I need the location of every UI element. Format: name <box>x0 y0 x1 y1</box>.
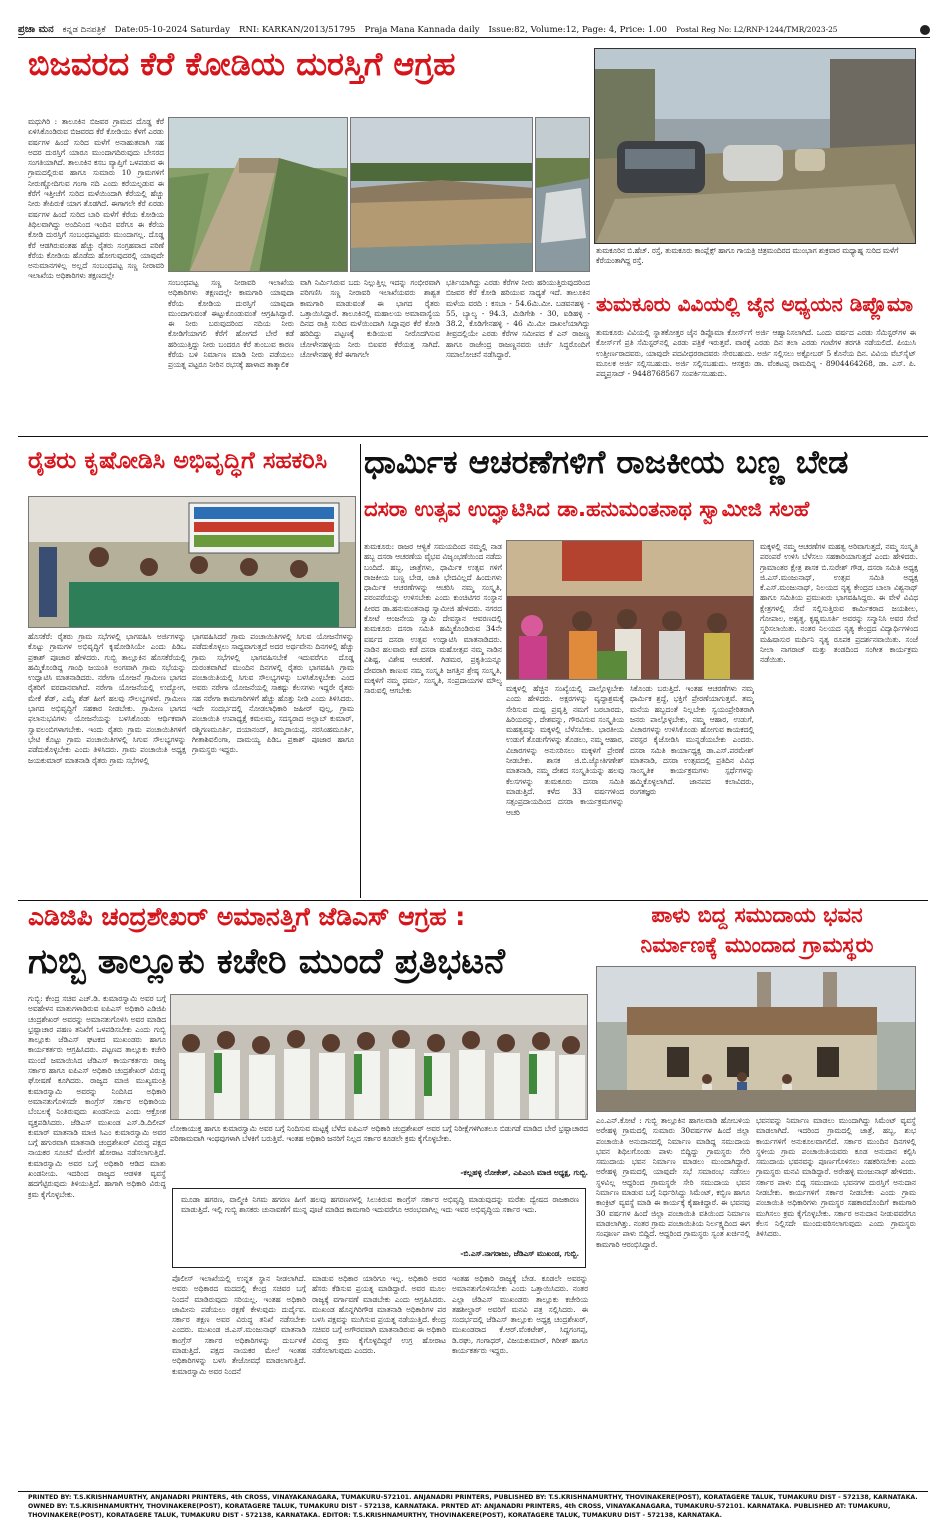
story5-body-col-b: ಮಾಡುವ ಅಧಿಕಾರ ಯಾರಿಗೂ ಇಲ್ಲ. ಅಧಿಕಾರಿ ಅವರ ಹೆಸರು ಕೆಡಿಸುವ ಪ್ರಯತ್ನ ಮಾಡಿದ್ದಾರೆ. ಅವರ ಮೂಲ ರಾಜ್ಯಕ್ಕೆ ವರ್ಗಾವಣೆ ಮಾಡಬೇಕು ಎಂದು ಆಗ್ರಹಿಸಿದರು. ಮುಖಂಡ ಹೊನ್ನಗಿರಿಗೌಡ ಮಾತನಾಡಿ ಅಧಿಕಾರಿಗಳ ಪರ ಬಳಸಿ ಪಕ್ಷವನ್ನು ಮುಗಿಸುವ ಪ್ರಯತ್ನ ನಡೆಯುತ್ತಿದೆ. ಕೇಂದ್ರ ಸಚಿವರ ಬಗ್ಗೆ ಅಗೌರವವಾಗಿ ಮಾತನಾಡಿರುವ ಈ ಅಧಿಕಾರಿ ವಿರುದ್ಧ ಕ್ರಮ ಕೈಗೊಳ್ಳದಿದ್ದರೆ ಉಗ್ರ ಹೋರಾಟ ನಡೆಸಲಾಗುವುದು ಎಂದರು. <box>312 1274 446 1356</box>
story6-headline1: ಪಾಳು ಬಿದ್ದ ಸಮುದಾಯ ಭವನ <box>651 904 863 927</box>
story1-body-mid2: ವಾಗಿ ನಿರ್ಮಿಸಿರುವ ಬದು ನಿಲ್ಲುತ್ತಿಲ್ಲ ಇದನ್ನು ಗಂಭೀರವಾಗಿ ಪರಿಗಣಿಸಿ ಸಣ್ಣ ನೀರಾವರಿ ಇಲಾಖೆಯವರು ಶಾಶ್ವತ ಕಾಮಗಾರಿ ಮಾಡುವಂತೆ ಈ ಭಾಗದ ರೈತರು ಒತ್ತಾಯಿಸಿದ್ದಾರೆ. ತಾಲೂಕಿನಲ್ಲಿ ಮಹಾಲಯ ಅಮಾವಾಸ್ಯೆಯ ದಿನದ ರಾತ್ರಿ ಸುರಿದ ಮಳೆಯಿಂದಾಗಿ ಸಿದ್ದಾಪುರ ಕೆರೆ ಕೋಡಿ ಹರಿದಿದ್ದು ಪಟ್ಟಣಕ್ಕೆ ಕುಡಿಯುವ ನೀರೊದಗಿಸುವ ಚೋಳೇನಹಳ್ಳಿಯ ನೀರು ಬಿಐವರ ಕೆರೆಯತ್ತ ಸಾಗಿದೆ. ಚೋಳೇನಹಳ್ಳಿ ಕೆರೆ ಈಗಾಗಲೇ <box>300 278 440 360</box>
story6-photo-community-hall <box>596 966 916 1112</box>
rni-number: RNI: KARKAN/2013/51795 <box>238 24 356 35</box>
globe-icon <box>920 25 930 35</box>
story5-photo-caption: ಲೋಕಾಯುಕ್ತ ಹಾಗೂ ಕುಮಾರಸ್ವಾಮಿ ಅವರ ಬಗ್ಗೆ ನಿಂದಿಸುವ ಮಟ್ಟಕ್ಕೆ ಬೆಳೆದ ಐಪಿಎಸ್ ಅಧಿಕಾರಿ ಚಂದ್ರಶೇಖರ್ ಅವರ ಬಗ್ಗೆ ನಿರೀಕ್ಷೆಗಳಿಗಿಂತಲೂ ಬಿಡುಗಡೆ ಮಾಡಿದ ಬೇರೆ ಭ್ರಷ್ಟಾಚಾರದ ಪರಿಣಾಮವಾಗಿ ಇಂಥವುಗಳಾಗಿ ಬೆಳಕಿಗೆ ಬರುತ್ತಿವೆ. ಇಂತಹ ಅಧಿಕಾರಿ ಜನರಿಗೆ ನಿಲ್ಲದ ಸರ್ಕಾರ ಕೂಡಲೇ ಕ್ರಮ ಕೈಗೊಳ್ಳಬೇಕು. <box>170 1124 588 1143</box>
divider-row2 <box>18 900 928 901</box>
story4-photo-dasara <box>506 540 754 680</box>
story5-body-col-a: ಪೊಲೀಸ್ ಇಲಾಖೆಯಲ್ಲಿ ಉನ್ನತ ಸ್ಥಾನ ನೀಡಲಾಗಿದೆ. ಅವರು ಅಧಿಕಾರದ ಮದದಲ್ಲಿ ಕೇಂದ್ರ ಸಚಿವರ ಬಗ್ಗೆ ನಿಂದನೆ ಮಾಡಿರುವುದು ಸರಿಯಲ್ಲ. ಇಂತಹ ಅಧಿಕಾರಿ ಜಾಮೀನು ಪಡೆಯಲು ರಕ್ಷಣೆ ಕೇಳುವುದು ದುರ್ದೈವ. ಸರ್ಕಾರ ತಕ್ಷಣ ಅವರ ವಿರುದ್ಧ ತನಿಖೆ ನಡೆಸಬೇಕು ಎಂದರು. ಮುಖಂಡ ಜಿ.ಎಸ್.ಮಂಜುನಾಥ್ ಮಾತನಾಡಿ ಕಾಂಗ್ರೆಸ್ ಸರ್ಕಾರ ಅಧಿಕಾರಿಗಳನ್ನು ದುರ್ಬಳಕೆ ಮಾಡುತ್ತಿದೆ. ಪಕ್ಷದ ನಾಯಕರ ಮೇಲೆ ಇಂತಹ ಅಧಿಕಾರಿಗಳನ್ನು ಬಳಸಿ ತೇಜೋವಧೆ ಮಾಡಲಾಗುತ್ತಿದೆ. ಕುಮಾರಸ್ವಾಮಿ ಅವರ ನಿಂದನೆ <box>172 1274 306 1376</box>
story6-body-col1: ಎಂ.ಎನ್.ಕೋಟೆ : ಗುಬ್ಬಿ ತಾಲ್ಲೂಕಿನ ಹಾಗಲವಾಡಿ ಹೋಬಳಿಯ ಅರೇಹಳ್ಳಿ ಗ್ರಾಮದಲ್ಲಿ ಸುಮಾರು 30ವರ್ಷಗಳ ಹಿಂದೆ ಜಿಲ್ಲಾ ಪಂಚಾಯಿತಿ ಅನುದಾನದಲ್ಲಿ ನಿರ್ಮಾಣ ಮಾಡಿದ್ದ ಸಮುದಾಯ ಭವನ ಶಿಥಿಲಗೊಂಡು ಪಾಳು ಬಿದ್ದಿದ್ದು ಗ್ರಾಮಸ್ಥರು ಸೇರಿ ಸಮುದಾಯ ಭವನ ನಿರ್ಮಾಣ ಮಾಡಲು ಮುಂದಾಗಿದ್ದಾರೆ. ಅರೇಹಳ್ಳಿ ಗ್ರಾಮದಲ್ಲಿ ಯಾವುದೇ ಸಭೆ ಸಮಾರಂಭ ನಡೆಸಲು ಸ್ಥಳವಿಲ್ಲ ಆದ್ದರಿಂದ ಗ್ರಾಮಸ್ಥರೇ ಸೇರಿ ಸಮುದಾಯ ಭವನ ನಿರ್ಮಾಣ ಮಾಡುವ ಬಗ್ಗೆ ನಿರ್ಧರಿಸಿದ್ದು ಸಿಮೆಂಟ್, ಕಬ್ಬಿಣ ಹಾಗೂ ಕಾಂಕ್ರಿಟ್ ವ್ಯವಸ್ಥೆ ಮಾಡಿ ಈ ಕಾರ್ಯಕ್ಕೆ ಕೈಹಾಕಿದ್ದಾರೆ. ಈ ಭವನವು 30 ವರ್ಷಗಳ ಹಿಂದೆ ಜಿಲ್ಲಾ ಪಂಚಾಯಿತಿ ವತಿಯಿಂದ ನಿರ್ಮಾಣ ಮಾಡಲಾಗಿತ್ತು. ನಂತರ ಗ್ರಾಮ ಪಂಚಾಯಿತಿಯ ನಿರ್ಲಕ್ಷ್ಯದಿಂದ ಈಗ ಸಂಪೂರ್ಣ ಪಾಳು ಬಿದ್ದಿದೆ. ಆದ್ದರಿಂದ ಗ್ರಾಮಸ್ಥರು ಸ್ವಂತ ಖರ್ಚಿನಲ್ಲಿ ಕಾಮಗಾರಿ ಆರಂಭಿಸಿದ್ದಾರೆ. <box>596 1116 750 1249</box>
story5-body-left: ಗುಬ್ಬಿ: ಕೇಂದ್ರ ಸಚಿವ ಎಚ್.ಡಿ. ಕುಮಾರಸ್ವಾಮಿ ಅವರ ಬಗ್ಗೆ ಅವಹೇಳನ ಮಾತುಗಳಾಡಿರುವ ಐಪಿಎಸ್ ಅಧಿಕಾರಿ ಎಡಿಜಿಪಿ ಚಂದ್ರಶೇಖರ್ ಅವರನ್ನು ಅಮಾನತುಗೊಳಿಸಿ ಅವರ ಮಾಡಿದ ಭ್ರಷ್ಟಾಚಾರ ಪಹಣ ತನಿಖೆಗೆ ಒಳಪಡಿಸಬೇಕು ಎಂದು ಗುಬ್ಬಿ ತಾಲ್ಲೂಕು ಜೆಡಿಎಸ್ ಘಟಕದ ಮುಖಂಡರು ಹಾಗೂ ಕಾರ್ಯಕರ್ತರು ಆಗ್ರಹಿಸಿದರು. ಪಟ್ಟಣದ ತಾಲ್ಲೂಕು ಕಚೇರಿ ಮುಂದೆ ಜಮಾಯಿಸಿದ ಜೆಡಿಎಸ್ ಕಾರ್ಯಕರ್ತರು ರಾಜ್ಯ ಸರ್ಕಾರ ಹಾಗೂ ಐಪಿಎಸ್ ಅಧಿಕಾರಿ ಚಂದ್ರಶೇಖರ್ ವಿರುದ್ಧ ಘೋಷಣೆ ಕೂಗಿದರು. ರಾಜ್ಯದ ಮಾಜಿ ಮುಖ್ಯಮಂತ್ರಿ ಕುಮಾರಸ್ವಾಮಿ ಅವರನ್ನು ನಿಂದಿಸಿದ ಅಧಿಕಾರಿ ಅಮಾನತುಗೊಳಿಸದೇ ಕಾಂಗ್ರೆಸ್ ಸರ್ಕಾರ ಅಧಿಕಾರಿಯ ಬೆಂಬಲಕ್ಕೆ ನಿಂತಿರುವುದು ಖಂಡನೀಯ ಎಂದು ಆಕ್ರೋಶ ವ್ಯಕ್ತಪಡಿಸಿದರು. ಜೆಡಿಎಸ್ ಮುಖಂಡ ಎಸ್.ಡಿ.ದಿಲೀಪ್ ಕುಮಾರ್ ಮಾತನಾಡಿ ಮಾಜಿ ಸಿಎಂ ಕುಮಾರಸ್ವಾಮಿ ಅವರ ಬಗ್ಗೆ ಹಗುರವಾಗಿ ಮಾತನಾಡಿ ಚಂದ್ರಶೇಖರ್ ವಿರುದ್ಧ ಪಕ್ಷದ ನಾಯಕರ ಸೂಚನೆ ಮೇರೆಗೆ ಹೋರಾಟ ನಡೆಸಲಾಗುತ್ತಿದೆ. ಕುಮಾರಸ್ವಾಮಿ ಅವರ ಬಗ್ಗೆ ಅಧಿಕಾರಿ ಆಡಿದ ಮಾತು ಖಂಡನೀಯ. ಇದರಿಂದ ರಾಜ್ಯದ ಆಡಳಿತ ವ್ಯವಸ್ಥೆ ಹದಗೆಟ್ಟಿರುವುದು ತಿಳಿಯುತ್ತಿದೆ. ಹಾಗಾಗಿ ಅಧಿಕಾರಿ ವಿರುದ್ಧ ಕ್ರಮ ಕೈಗೊಳ್ಳಬೇಕು. <box>28 994 166 1199</box>
masthead <box>18 22 930 38</box>
story5-quote-attribution: -ಬಿ.ಎಸ್.ನಾಗರಾಜು, ಜೆಡಿಎಸ್ ಮುಖಂಡ, ಗುಬ್ಬಿ. <box>460 1249 579 1258</box>
story1-photo-dam-wall <box>168 117 348 272</box>
story1-photo-river <box>350 117 533 272</box>
tagline: ಕನ್ನಡ ದಿನಪತ್ರಿಕೆ <box>62 24 106 35</box>
story2-headline: ತುಮಕೂರು ವಿವಿಯಲ್ಲಿ ಜೈನ ಅಧ್ಯಯನ ಡಿಪ್ಲೊಮಾ <box>596 294 914 316</box>
story3-headline: ರೈತರು ಕೃಷೋಡಿಸಿ ಅಭಿವೃದ್ಧಿಗೆ ಸಹಕರಿಸಿ <box>28 448 328 474</box>
paper-name-english: Praja Mana Kannada daily <box>364 24 480 35</box>
footer-line1: PRINTED BY: T.S.KRISHNAMURTHY, ANJANADRI PRINTERS, 4th CROSS, VINAYAKANAGARA, TUMAKURU-572101. ANJANADRI PRINTERS, PUBLISHED BY: T.S.KRISHNAMURTHY, THOVINAKERE(POST), KORATAGERE TALUK, TUMAKURU DIST - 572138, KARNATAKA. OWNED BY: T.S.KRISHNAMURTHY, THOVINAKERE(POST), KORATAGERE TALUK, TUMAKURU DIST - 572138, KARNATAKA. PRNTED AT: ANJANADRI PRINTERS, 4th CROSS, VINAYAKANAGARA, TUMAKURU-572101. KARNATAKA. PUBLISHED AT: TUMAKURU, THOVINAKERE(POST), KORATAGERE TALUK, TUMAKURU DIST - 572138, KARNATAKA. <box>28 1494 918 1519</box>
story6-headline2: ನಿರ್ಮಾಣಕ್ಕೆ ಮುಂದಾದ ಗ್ರಾಮಸ್ಥರು <box>640 934 874 957</box>
story1-body-left: ಮಧುಗಿರಿ : ತಾಲೂಕಿನ ಬಿಜವರ ಗ್ರಾಮದ ದೊಡ್ಡ ಕೆರೆ ಏಳಿಸಿಕೊಂಡಿರುವ ಬಿಜವರದ ಕೆರೆ ಕೋಡಿಯು ಕೆಳಗೆ ಎರಡು ವರ್ಷಗಳ ಹಿಂದೆ ಸುರಿದ ಮಳೆಗೆ ಅನಾಹುತವಾಗಿ ಸಹ ಅದರ ದುರಸ್ತಿಗೆ ಯಾರೂ ಮುಂದಾಗದಿರುವುದು ಬೇಸರದ ಸಂಗತಿಯಾಗಿದೆ. ತಾಲೂಕಿನ ಕಸಬ ವ್ಯಾಪ್ತಿಗೆ ಒಳಪಡುವ ಈ ಗ್ರಾಮದಲ್ಲಿರುವ ಹಾಗೂ ಸುಮಾರು 10 ಗ್ರಾಮಗಳಿಗೆ ನೀರುಣ್ಣೋದಿಗುವ ಗಂಗಾ ನದಿ ಎಂದು ಕರೆಯಲ್ಪಡುವ ಈ ಕೆರೆಗೆ ಇತ್ತೀಚೆಗೆ ಸುರಿದ ಮಳೆಯಿಂದಾಗಿ ಕೆರೆಯಲ್ಲಿ ಹೆಚ್ಚು ನೀರು ತೇಪಿರುಕೆ ಯಾಗ ತೊಡಗಿದೆ. ಈಗಾಗಲೇ ಕೆರೆ ಏರಡು ವರ್ಷಗಳ ಹಿಂದೆ ಸುರಿದ ಬಾರಿ ಮಳೆಗೆ ಕೆರೆಯ ಕೋಡಿಯ ತಿಥಿಲವಾಗಿದ್ದು ಅಂದಿನಿಂದ ಇಂದಿನ ವರೆಗೂ ಈ ಕೆರೆಯ ಕೋಡಿ ದುರಸ್ತಿಗೆ ಸಂಬಂಧಪಟ್ಟವರು ಮುಂದಾಗಲ್ಲ. ದೊಡ್ಡ ಕೆರೆ ಆಡಗಿರುವಂತಹ ಹೆಚ್ಚು ರೈತರು ಸಂಗ್ರಹವಾದ ಪರಿಣೆ ಕೆರೆಯ ಕೋಡಿಯ ಹೊಡೆದು ಹೋಗುವುದರಲ್ಲಿ ಯಾವುದೇ ಅನುಮಾನಗಳಿಲ್ಲ ಅಲ್ಲದೆ ಸಂಬಂಧಪಟ್ಟ ಸಣ್ಣ ನೀರಾವರಿ ಇಲಾಖೆಯ ಅಧಿಕಾರಿಗಳು ತಕ್ಷಣದಲ್ಲೇ <box>28 117 164 281</box>
story2-photo-flooded-road <box>594 48 916 244</box>
story1-body-right: ಭರ್ತಿಯಾಗಿದ್ದು ಎರಡು ಕೆರೆಗಳ ನೀರು ಹರಿಯುತ್ತಿರುವುದರಿಂದ ಬಿಜವರ ಕೆರೆ ಕೋಡಿ ಹರಿಯುವ ಸಾಧ್ಯತೆ ಇದೆ. ತಾಲೂಕಿನ ಮಳೆಯ ವರದಿ : ಕಸಬಾ - 54.6ಮಿ.ಮೀ. ಬಡವನಹಳ್ಳಿ - 55, ಬ್ಯಾಲ್ಯ - 94.3, ಮಿಡಿಗೇಶಿ - 30, ಐಡಿಹಳ್ಳಿ - 38.2, ಕೊಡಿಗೇನಹಳ್ಳಿ - 46 ಮಿ.ಮೀ ದಾಖಲೆಯಾಗಿದ್ದು ತೀವ್ರದಲ್ಲಿಯೇ ಎರಡು ಕೆರೆಗಳ ಸಮೀಪದ ಕೆ ಎನ್ ರಾಜಣ್ಣ ಹಾಗೂ ರಾಜೇಂದ್ರ ರಾಜಣ್ಣನವರು ಚರ್ಚೆ ಸಿದ್ಧರೊಂದಿಗೆ ಸಮಾಲೋಚನೆ ನಡೆಸಿದ್ದಾರೆ. <box>446 278 590 360</box>
story3-photo-gramasabha <box>28 496 356 628</box>
story5-photo-attribution: -ಕಲ್ಲಹಳ್ಳಿ ಲೋಕೇಶ್, ಎಪಿಎಂಸಿ ಮಾಜಿ ಅಧ್ಯಕ್ಷ, ಗುಬ್ಬಿ. <box>460 1168 588 1177</box>
postal-reg: Postal Reg No: L2/RNP-1244/TMR/2023-25 <box>675 25 838 34</box>
brand-name: ಪ್ರಜಾ ಮನ <box>18 24 54 35</box>
story5-quote-box <box>172 1188 586 1268</box>
story3-body-col2: ಭಾಗವಹಿಸಿದರೆ ಗ್ರಾಮ ಪಂಚಾಯಿತಿಗಳಲ್ಲಿ ಸಿಗುವ ಯೋಜನೆಗಳನ್ನು ಪಡೆದುಕೊಳ್ಳಲು ಸಾಧ್ಯವಾಗುತ್ತದೆ ಅದರ ಅರ್ಥವೇನು ದಿನಗಳಲ್ಲಿ ಹೆಚ್ಚು ಗ್ರಾಮ ಸಭೆಗಳಲ್ಲಿ ಭಾಗವಹಿಸಬೇಕೆ ಇದುವರೆಗೂ ದೊಡ್ಡ ದುರಂತವಾಗಿದೆ ಮುಂದಿನ ದಿನಗಳಲ್ಲಿ ರೈತರು ಭಾಗವಹಿಸಿ ಗ್ರಾಮ ಪಂಚಾಯಿತಿಯಲ್ಲಿ ಸಿಗುವ ಸೌಲಭ್ಯಗಳನ್ನು ಬಳಸಿಕೊಳ್ಳಬೇಕು ಎಂದ ಅವರು ನರೇಗಾ ಯೋಜನೆಯಲ್ಲಿ ಸಾಕಷ್ಟು ಕೆಲಸಗಳು ಇದ್ದರೇ ರೈತರು ಸಹ ನರೇಗಾ ಕಾಮಗಾರಿಗಳಿಗೆ ಹೆಚ್ಚು ಹೊತ್ತು ನೀಡಿ ಎಂದು ತಿಳಿಸಿದರು. ಇದೇ ಸಂದರ್ಭದಲ್ಲಿ ನೋಡಲಾಧಿಕಾರಿ ಜಹೀರ್ ವುಲ್ಲ, ಗ್ರಾಮ ಪಂಚಾಯಿತಿ ಉಪಾಧ್ಯಕ್ಷೆ ಕಮಲಮ್ಮ, ಸದಸ್ಯರಾದ ಅಲ್ಲಾಬ್ ಕುಮಾರ್, ರಶ್ಮಿಗಣಮೂರ್ತಿ, ದಯಾನಂದ್, ತಿಮ್ಮರಾಯಪ್ಪ, ನರಸಿಂಹಮೂರ್ತಿ, ಗೀತಾಶಿವಲಿಂಗಾ, ದಾಮಯ್ಯ ಪಿಡಿಒ ಪ್ರಕಾಶ್ ಪೂಜಾರ ಹಾಗೂ ಗ್ರಾಮಸ್ಥರು ಇದ್ದರು. <box>192 632 354 755</box>
story2-photo-caption: ತುಮಕೂರಿನ ಬಿ.ಹೆಚ್. ರಸ್ತೆ, ತುಮಕೂರು ಕಾಂಪ್ಲೆಕ್ಸ್ ಹಾಗೂ ಗಾಯತ್ರಿ ಚಿತ್ರಮಂದಿರದ ಮುಂಭಾಗ ಶುಕ್ರವಾರ ಮಧ್ಯಾಹ್ನ ಸುರಿದ ಮಳೆಗೆ ಕೆರೆಯಂತಾಗಿದ್ದ ರಸ್ತೆ. <box>596 246 899 265</box>
story4-body-col2: ಮಕ್ಕಳಲ್ಲಿ ಹೆಚ್ಚಿನ ಸಂಖ್ಯೆಯಲ್ಲಿ ಪಾಲ್ಗೊಳ್ಳಬೇಕು ಎಂದು ಹೇಳಿದರು. ಅಕ್ಷರಗಳನ್ನು ವೃದ್ಧಾಶ್ರಮಕ್ಕೆ ಸೇರಿಸುವ ದುಷ್ಟ ಪ್ರವೃತ್ತಿ ನಮಗೆ ಬರಬಾರದು, ಹಿರಿಯರನ್ನು, ದೇಶವನ್ನು, ಗೌರವಿಸುವ ಸಂಸ್ಕೃತಿಯ ಮಹತ್ವವನ್ನು ಮಕ್ಕಳಲ್ಲಿ ಬೆಳೆಸಬೇಕು. ಭಾರತೀಯ ಉಡುಗೆ ತೊಡುಗೆಗಳನ್ನು ತೊಡಲು, ನಮ್ಮ ಆಹಾರ, ವಿಚಾರಗಳನ್ನು ಅನುಸರಿಸಲು ಮಕ್ಕಳಿಗೆ ಪ್ರೇರಣೆ ನೀಡಬೇಕು. ಶಾಸಕ ಜಿ.ಬಿ.ಜ್ಯೋತಿಗಣೇಶ್ ಮಾತನಾಡಿ, ನಮ್ಮ ದೇಶದ ಸಂಸ್ಕೃತಿಯನ್ನು ಹಲವು ಕೆಲಸಗಳನ್ನು ತುಮಕೂರು ದಸರಾ ಸಮಿತಿ ಮಾಡುತ್ತಿದೆ. ಕಳೆದ 33 ವರ್ಷಗಳಿಂದ ಸತ್ಸಂಪ್ರದಾಯದಿಂದ ದಸರಾ ಕಾರ್ಯಕ್ರಮಗಳನ್ನು ಆಚರಿ <box>506 684 624 817</box>
divider-vertical-row2 <box>360 444 361 898</box>
story4-subheadline: ದಸರಾ ಉತ್ಸವ ಉದ್ಘಾಟಿಸಿದ ಡಾ.ಹನುಮಂತನಾಥ ಸ್ವಾಮೀಜಿ ಸಲಹೆ <box>364 498 810 521</box>
story5-body-col-c: ಇಂತಹ ಅಧಿಕಾರಿ ರಾಜ್ಯಕ್ಕೆ ಬೇಡ. ಕೂಡಲೇ ಅವರನ್ನು ಅಮಾನತುಗೊಳಿಸಬೇಕು ಎಂದು ಒತ್ತಾಯಿಸಿದರು. ನಂತರ ಎಲ್ಲಾ ಜೆಡಿಎಸ್ ಮುಖಂಡರು ತಾಲ್ಲೂಕು ಕಚೇರಿಯ ತಹಶೀಲ್ದಾರ್ ಅವರಿಗೆ ಮನವಿ ಪತ್ರ ಸಲ್ಲಿಸಿದರು. ಈ ಸಂದರ್ಭದಲ್ಲಿ ಜೆಡಿಎಸ್ ತಾಲ್ಲೂಕು ಅಧ್ಯಕ್ಷ ಚಂದ್ರಶೇಖರ್, ಮುಖಂಡರಾದ ಕೆ.ಆರ್.ವೆಂಕಟೇಶ್, ಸಿದ್ದಗಂಗಪ್ಪ, ಡಿ.ರಘು, ಗಂಗಾಧರ್, ವಿಜಯಕುಮಾರ್, ಗಿರೀಶ್ ಹಾಗೂ ಕಾರ್ಯಕರ್ತರು ಇದ್ದರು. <box>452 1274 588 1356</box>
issue-date: Date:05-10-2024 Saturday <box>114 24 230 35</box>
story6-body-col2: ಭವನವನ್ನು ನಿರ್ಮಾಣ ಮಾಡಲು ಮುಂದಾಗಿದ್ದು ಸಿಮೆಂಟ್ ವ್ಯವಸ್ಥೆ ಮಾಡಲಾಗಿದೆ. ಇದರಿಂದ ಗ್ರಾಮದಲ್ಲಿ ಜಾತ್ರೆ, ಹಬ್ಬ, ಶುಭ ಕಾರ್ಯಗಳಿಗೆ ಅನುಕೂಲವಾಗಲಿದೆ. ಸರ್ಕಾರ ಮುಂದಿನ ದಿನಗಳಲ್ಲಿ ಸ್ಥಳೀಯ ಗ್ರಾಮ ಪಂಚಾಯಿತಿಯವರು ಕೂಡ ಅನುದಾನ ಕಲ್ಪಿಸಿ ಸಮುದಾಯ ಭವನವನ್ನು ಪೂರ್ಣಗೊಳಿಸಲು ಸಹಕರಿಸಬೇಕು ಎಂದು ಗ್ರಾಮಸ್ಥರು ಮನವಿ ಮಾಡಿದ್ದಾರೆ. ಅರೇಹಳ್ಳಿ ಮಂಜುನಾಥ್ ಹೇಳಿದರು. ಸರ್ಕಾರ ಪಾಳು ಬಿದ್ದ ಸಮುದಾಯ ಭವನಗಳ ದುರಸ್ತಿಗೆ ಅನುದಾನ ನೀಡಬೇಕು. ಕಾರ್ಯಗಳಿಗೆ ಸರ್ಕಾರ ನೀಡಬೇಕು ಎಂದು ಗ್ರಾಮ ಪಂಚಾಯಿತಿ ಅಧಿಕಾರಿಗಳು ಗ್ರಾಮಸ್ಥರ ಸಹಕಾರದೊಂದಿಗೆ ಕಾಮಗಾರಿ ಮುಗಿಸಲು ಕ್ರಮ ಕೈಗೊಳ್ಳಬೇಕು. ಸರ್ಕಾರ ಅನುದಾನ ನೀಡುವವರೆಗೂ ಕೆಲಸ ನಿಲ್ಲಿಸದೇ ಮುಂದುವರಿಸಲಾಗುವುದು ಎಂದು ಗ್ರಾಮಸ್ಥರು ತಿಳಿಸಿದರು. <box>756 1116 916 1239</box>
story5-quote-text: ಮೂಡಾ ಹಗರಣ, ವಾಲ್ಮೀಕಿ ನಿಗಮ ಹಗರಣ ಹೀಗೆ ಹಲವು ಹಗರಣಗಳಲ್ಲಿ ಸಿಲುಕಿರುವ ಕಾಂಗ್ರೆಸ್ ಸರ್ಕಾರ ಅಭಿವೃದ್ಧಿ ಮಾಡುವುದನ್ನು ಮರೆತು ದ್ವೇಷದ ರಾಜಕಾರಣ ಮಾಡುತ್ತಿದೆ. ಇಲ್ಲಿ ಗುಬ್ಬಿ ಶಾಸಕರು ಚುನಾವಣೆಗೆ ಮುನ್ನ ಪೂಜೆ ಮಾಡಿದ ಕಾಮಗಾರಿ ಇದುವರೆಗೂ ಆರಂಭವಾಗಿಲ್ಲ ಇದು ಇವರ ಅಭಿವೃದ್ಧಿಯ ಸರ್ಕಾರ ಇದು. <box>181 1195 579 1215</box>
story4-body-col1: ತುಮಕೂರು: ರಾಜರ ಆಳ್ವಿಕೆ ಸಮಯದಿಂದ ನಮ್ಮಲ್ಲಿ ನಾಡ ಹಬ್ಬ ದಸರಾ ಆಚರಣೆಯ ವೈಭವ ವಿಜೃಂಭಣೆಯಿಂದ ನಡೆದು ಬಂದಿದೆ. ಹಬ್ಬ, ಜಾತ್ರೆಗಳು, ಧಾರ್ಮಿಕ ಉತ್ಸವ ಗಳಿಗೆ ರಾಜಕೀಯ ಬಣ್ಣ ಬೇಡ, ಜಾತಿ ಭೇದವಿಲ್ಲದೆ ಹಿಂದುಗಳು ಧಾರ್ಮಿಕ ಆಚರಣೆಗಳನ್ನು ಆಚರಿಸಿ ನಮ್ಮ ಸಂಸ್ಕೃತಿ, ಪರಂಪರೆಯನ್ನು ಉಳಿಸಬೇಕು ಎಂದು ಕುಂಚಿಟಿಗರ ಸಂಸ್ಥಾನ ಪೀಠದ ಡಾ.ಹನುಮಂತನಾಥ ಸ್ವಾಮೀಜಿ ಹೇಳಿದರು. ನಗರದ ಕೋಟೆ ಆಂಜನೇಯ ಸ್ವಾಮಿ ದೇವಸ್ಥಾನ ಆವರಣದಲ್ಲಿ ತುಮಕೂರು ದಸರಾ ಸಮಿತಿ ಹಮ್ಮಿಕೊಂಡಿರುವ 34ನೇ ವರ್ಷದ ದಸರಾ ಉತ್ಸವ ಉದ್ಘಾಟಿಸಿ ಮಾತನಾಡಿದರು. ನಾಡಿನ ಹಲವಾರು ಕಡೆ ದಸರಾ ಮಹೋತ್ಸವ ನಮ್ಮ ನಾಡಿನ ವಿಶಿಷ್ಟ, ವಿಶೇಷ ಆಚರಣೆ. ಗಿಡಮರ, ಪ್ರಕೃತಿಯನ್ನೂ ದೇವರಾಗಿ ಕಾಣುವ ನಮ್ಮ ಸಂಸ್ಕೃತಿ ಜಗತ್ತಿನ ಶ್ರೇಷ್ಠ ಸಂಸ್ಕೃತಿ, ಮಕ್ಕಳಿಗೆ ನಮ್ಮ ಧರ್ಮ, ಸಂಸ್ಕೃತಿ, ಸಂಪ್ರದಾಯಗಳ ಮೌಲ್ಯ ಸಾರುವಲ್ಲಿ ಆಗಬೇಕು <box>364 542 502 696</box>
story4-body-col4: ಮಕ್ಕಳಲ್ಲಿ ನಮ್ಮ ಆಚರಣೆಗಳ ಮಹತ್ವ ಅರಿವಾಗುತ್ತದೆ, ನಮ್ಮ ಸಂಸ್ಕೃತಿ ಪರಂಪರೆ ಉಳಿಸಿ ಬೆಳೆಸಲು ಸಹಕಾರಿಯಾಗುತ್ತದೆ ಎಂದು ಹೇಳಿದರು. ಗ್ರಾಮಾಂತರ ಕ್ಷೇತ್ರ ಶಾಸಕ ಬಿ.ಸುರೇಶ್ ಗೌಡ, ದಸರಾ ಸಮಿತಿ ಅಧ್ಯಕ್ಷ ಜಿ.ಎಸ್.ಮಂಜುನಾಥ್, ಉತ್ಸವ ಸಮಿತಿ ಅಧ್ಯಕ್ಷ ಕೆ.ಎಸ್.ಮಂಜುನಾಥ್, ನಿಲಯದ ನೃತ್ಯ ಕೇಂದ್ರದ ಬಾಲಾ ವಿಶ್ವನಾಥ್ ಹಾಗೂ ಸಮಿತಿಯ ಪ್ರಮುಖರು ಭಾಗವಹಿಸಿದ್ದರು. ಈ ವೇಳೆ ವಿವಿಧ ಕ್ಷೇತ್ರಗಳಲ್ಲಿ ಸೇವೆ ಸಲ್ಲಿಸುತ್ತಿರುವ ಕಾರ್ಮಿಕರಾದ ಜಯಶೀಲ, ಗೋಪಾಲ, ಅಶ್ವತ್ಥ, ಕೃಷ್ಣಮೂರ್ತಿ ಅವರನ್ನು ಸನ್ಮಾನಿಸಿ ಅವರ ಸೇವೆ ಸ್ಮರಿಸಲಾಯಿತು. ನಂತರ ನಿಲಯದ ನೃತ್ಯ ಕೇಂದ್ರದ ವಿದ್ಯಾರ್ಥಿಗಳಿಂದ ಮಹಿಷಾಸುರ ಮರ್ದಿನಿ ನೃತ್ಯ ರೂಪಕ ಪ್ರದರ್ಶನವಾಯಿತು. ಸಂಜೆ ನೀಲಾ ನಾಗರಾಜ್ ಮತ್ತು ತಂಡದಿಂದ ಸಂಗೀತ ಕಾರ್ಯಕ್ರಮ ನಡೆಯಿತು. <box>760 542 918 665</box>
issue-info: Issue:82, Volume:12, Page: 4, Price: 1.00 <box>488 24 667 35</box>
story4-headline: ಧಾರ್ಮಿಕ ಆಚರಣೆಗಳಿಗೆ ರಾಜಕೀಯ ಬಣ್ಣ ಬೇಡ <box>364 446 849 481</box>
divider-row1 <box>18 436 928 437</box>
story3-body-col1: ಹೊಸಕೆರೆ: ರೈತರು ಗ್ರಾಮ ಸಭೆಗಳಲ್ಲಿ ಭಾಗವಹಿಸಿ ಅರ್ಜಿಗಳನ್ನು ಕೊಟ್ಟು ಗ್ರಾಮಗಳ ಅಭಿವೃದ್ಧಿಗೆ ಕೃಷೋಡಿಸಿಯೇ ಎಂದು ಪಿಡಿಒ ಪ್ರಕಾಶ್ ಪೂಜಾರ ಹೇಳಿದರು. ಗುಬ್ಬಿ ತಾಲ್ಲೂಕಿನ ಹೊಸಕೆರೆಯಲ್ಲಿ ಹಮ್ಮಿಕೊಂಡಿದ್ದ ಗಾಂಧಿ ಜಯಂತಿ ಅಂಗವಾಗಿ ಗ್ರಾಮ ಸಭೆಯನ್ನು ಉದ್ಘಾಟಿಸಿ ಮಾತನಾಡಿದರು. ನರೇಗಾ ಯೋಜನೆ ಗ್ರಾಮೀಣ ಭಾಗದ ರೈತರಿಗೆ ವರದಾನವಾಗಿದೆ. ನರೇಗಾ ಯೋಜನೆಯಲ್ಲಿ ಉದ್ಯೋಗ, ಮೇಕೆ ಶೆಡ್, ಎಮ್ಮೆ ಶೆಡ್ ಹೀಗೆ ಹಲವು ಸೌಲಭ್ಯಗಳಿವೆ. ಗ್ರಾಮೀಣ ಭಾಗದ ಅಭಿವೃದ್ಧಿಗೆ ಸಹಕಾರ ನೀಡಬೇಕು. ಗ್ರಾಮೀಣ ಭಾಗದ ಫಲಾನುಭವಿಗಳು ಯೋಜನೆಯನ್ನು ಬಳಸಿಕೊಂಡು ಆರ್ಥಿಕವಾಗಿ ಸ್ವಾವಲಂಬಿಗಳಾಗಬೇಕು. ಇಂದು ರೈತರು ಗ್ರಾಮ ಪಂಚಾಯಿತಿಗಳಿಗೆ ಭೇಟಿ ಕೊಟ್ಟು ಗ್ರಾಮ ಪಂಚಾಯಿತಿಗಳಲ್ಲಿ ಸಿಗುವ ಸೌಲಭ್ಯಗಳನ್ನು ಪಡೆದುಕೊಳ್ಳಬೇಕು ಎಂದು ತಿಳಿಸಿದರು. ಗ್ರಾಮ ಪಂಚಾಯಿತಿ ಅಧ್ಯಕ್ಷ ಜಯಕುಮಾರ್ ಮಾತನಾಡಿ ರೈತರು ಗ್ರಾಮ ಸಭೆಗಳಲ್ಲಿ <box>28 632 186 765</box>
story4-body-col3: ಸಿಕೊಂಡು ಬರುತ್ತಿದೆ. ಇಂತಹ ಆಚರಣೆಗಳು ನಮ್ಮ ಧಾರ್ಮಿಕ ಶ್ರದ್ಧೆ, ಭಕ್ತಿಗೆ ಪ್ರೇರಣೆಯಾಗುತ್ತವೆ. ತಮ್ಮ ಮನೆಯ ಹಬ್ಬದಂತೆ ನಿಲ್ಲಬೇಕು ಸ್ವಯಂಪ್ರೇರಿತರಾಗಿ ಜನರು ಪಾಲ್ಗೊಳ್ಳಬೇಕು, ನಮ್ಮ ಆಹಾರ, ಉಡುಗೆ, ವಿಚಾರಗಳನ್ನು ಉಳಿಸಿಕೊಂಡು ಹೋಗುವ ಕಾಯಕದಲ್ಲಿ ಪರಸ್ಪರ ಕೈಜೋಡಿಸಿ ಮುನ್ನಡೆಯಬೇಕು ಎಂದರು. ದಸರಾ ಸಮಿತಿ ಕಾರ್ಯಾಧ್ಯಕ್ಷ ಡಾ.ಎಸ್.ಪರಮೇಶ್ ಮಾತನಾಡಿ, ದಸರಾ ಉತ್ಸವದಲ್ಲಿ ಪ್ರತಿದಿನ ವಿವಿಧ ಸಾಂಸ್ಕೃತಿಕ ಕಾರ್ಯಕ್ರಮಗಳು ಸ್ಪರ್ಧೆಗಳನ್ನು ಹಮ್ಮಿಕೊಳ್ಳಲಾಗಿದೆ. ಜಾನಪದ ಕಲಾವಿದರು, ರಂಗತಜ್ಞರು <box>630 684 754 796</box>
story2-body: ತುಮಕೂರು ವಿವಿಯಲ್ಲಿ ಸ್ನಾತಕೋತ್ತರ ಜೈನ ಡಿಪ್ಲೊಮಾ ಕೋರ್ಸ್‌ಗೆ ಅರ್ಜಿ ಆಹ್ವಾನಿಸಲಾಗಿದೆ. ಒಂದು ವರ್ಷದ ಎರಡು ಸೆಮಿಸ್ಟರ್‌ಗಳ ಈ ಕೋರ್ಸ್‌ಗೆ ಪ್ರತಿ ಸೆಮಿಸ್ಟರ್‌ನಲ್ಲಿ ಎರಡು ಪತ್ರಿಕೆ ಇರುತ್ತವೆ. ವಾರಕ್ಕೆ ಎರಡು ದಿನ ತಲಾ ಎರಡು ಗಂಟೆಗಳ ತರಗತಿ ನಡೆಯಲಿದೆ. ಪಿಯುಸಿ ಉತ್ತೀರ್ಣರಾದವರು, ಯಾವುದೇ ಪದವೀಧರರಾದವರು ಸೇರಬಹುದು. ಅರ್ಜಿ ಸಲ್ಲಿಸಲು ಅಕ್ಟೋಬರ್ 5 ಕೊನೆಯ ದಿನ. ವಿವಿಯ ವೆಬ್‌ಸೈಟ್ ಮೂಲಕ ಅರ್ಜಿ ಸಲ್ಲಿಸಬಹುದು. ಅರ್ಜಿ ಸಲ್ಲಿಸಬಹುದು. ಆಸಕ್ತರು ಡಾ. ವೆಂಕಟಪ್ಪ ರಾಮದಿನ್ನ - 8904464268, ಡಾ. ಎಸ್. ಪಿ. ಪದ್ಮಪ್ರಸಾದ್ - 9448768567 ಸಂಪರ್ಕಿಸಬಹುದು. <box>596 328 916 379</box>
footer-divider <box>18 1491 928 1492</box>
footer-line2: EDITOR: T.S.KRISHNAMURTHY, THOVINAKERE(POST), KORATAGERE TALUK, TUMAKURU DIST - 572138, KARNATAKA. <box>322 1511 722 1519</box>
story5-headline1: ಎಡಿಜಿಪಿ ಚಂದ್ರಶೇಖರ್ ಅಮಾನತ್ತಿಗೆ ಜೆಡಿಎಸ್ ಆಗ್ರಹ : <box>28 904 466 931</box>
story5-photo-protest <box>170 994 588 1120</box>
story5-headline2: ಗುಬ್ಬಿ ತಾಲ್ಲೂಕು ಕಚೇರಿ ಮುಂದೆ ಪ್ರತಿಭಟನೆ <box>28 944 505 982</box>
footer-imprint <box>28 1494 918 1522</box>
story1-body-mid: ಸಂಬಂಧಪಟ್ಟ ಸಣ್ಣ ನೀರಾವರಿ ಇಲಾಖೆಯ ಅಧಿಕಾರಿಗಳು ತಕ್ಷಣದಲ್ಲೇ ಕಾಮಗಾರಿ ಯಾವುದಾ ಕೆರೆಯ ಕೋಡಿಯ ದುರಸ್ತಿಗೆ ಯಾವುದಾ ಮುಂದಾಗುವಂತೆ ಈಟ್ಟುಕೊಂಡುವಂತೆ ಆಗ್ರಹಿಸಿದ್ದಾರೆ. ಈ ನೀರು ಬರುವುದರಿಂದ ನದಿಯ ನೀರು ಕೋಡಿಗೆಯಾಗಲಿ ಕೆರೆಗೆ ಹೋಗದೆ ಬೇರೆ ಕಡೆ ಹರಿಯುತ್ತಿದ್ದು ನೀರು ಬಂದರೂ ಕೆರೆ ತುಂಬುವ ಕಾರಣ ಕೆರೆಯ ಬಳಿ ನಿರ್ಮಾಣ ಮಾಡಿ ನೀರು ಪಡೆಯಲು ಪ್ರಯತ್ನ ಪಟ್ಟರೂ ನೀರಿನ ರಭಸಕ್ಕೆ ಹಾಳಾದ ತಾತ್ಕಾಲಿಕ <box>168 278 294 370</box>
story1-photo-waterfall <box>535 117 590 272</box>
story1-headline: ಬಿಜವರದ ಕೆರೆ ಕೋಡಿಯ ದುರಸ್ತಿಗೆ ಆಗ್ರಹ <box>28 48 456 83</box>
